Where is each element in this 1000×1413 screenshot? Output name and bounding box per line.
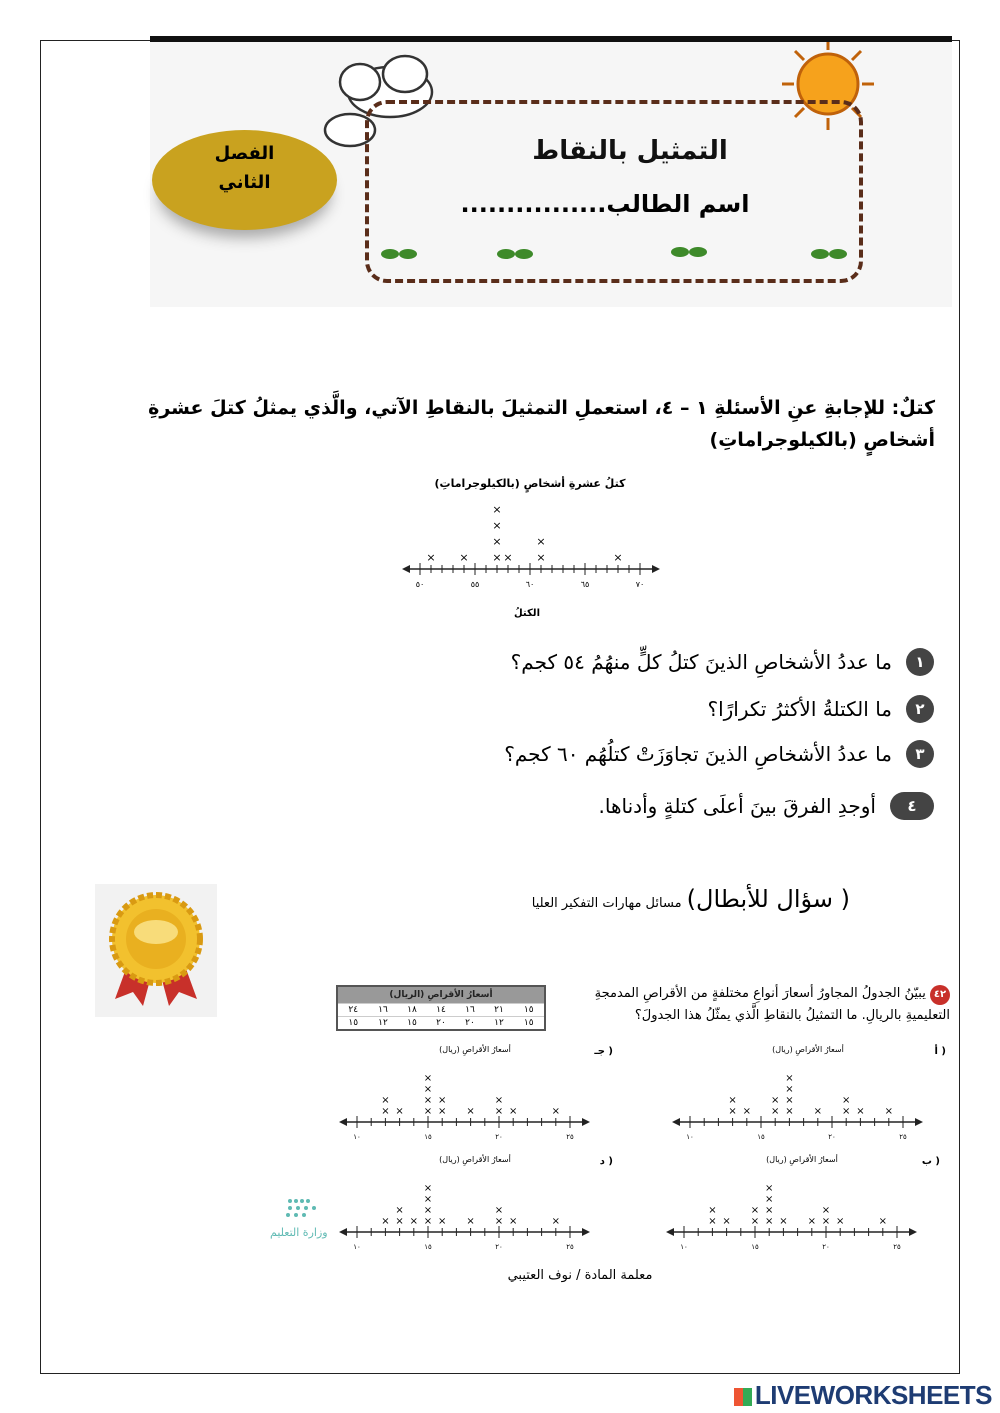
- data-point-x: ×: [423, 1205, 433, 1216]
- table-cell: ١٥: [513, 1004, 545, 1017]
- question-item: [511, 648, 934, 676]
- data-point-x: ×: [750, 1216, 760, 1227]
- tick-label: ٥٠: [415, 580, 425, 589]
- data-point-x: ×: [771, 1106, 780, 1117]
- tick-label: ٧٠: [635, 580, 645, 589]
- data-point-x: ×: [813, 1106, 822, 1117]
- table-row: [337, 1004, 545, 1017]
- arrow-right-icon: [909, 1228, 917, 1236]
- data-point-x: ×: [785, 1106, 794, 1117]
- data-point-x: ×: [750, 1205, 760, 1216]
- mass-line-plot: [390, 470, 670, 620]
- data-point-x: ×: [728, 1106, 737, 1117]
- data-point-x: ×: [423, 1106, 433, 1117]
- option-line-plot-d[interactable]: [335, 1150, 620, 1258]
- question-text: ما الكتلةُ الأكثرُ تكرارًا؟: [707, 697, 892, 721]
- hots-small-label: مسائل مهارات التفكير العليا: [531, 896, 682, 911]
- brand-icon: [734, 1388, 752, 1406]
- tick-label: ٢٠: [822, 1243, 830, 1251]
- data-point-x: ×: [423, 1095, 433, 1106]
- data-point-x: ×: [503, 551, 513, 564]
- data-point-x: ×: [785, 1084, 794, 1095]
- data-point-x: ×: [395, 1205, 404, 1216]
- table-cell: ١٨: [397, 1004, 426, 1017]
- data-point-x: ×: [884, 1106, 893, 1117]
- data-point-x: ×: [466, 1216, 475, 1227]
- table-cell: ١٥: [397, 1017, 426, 1031]
- data-point-x: ×: [613, 551, 623, 564]
- tick-label: ١٥: [424, 1243, 432, 1251]
- data-point-x: ×: [708, 1216, 717, 1227]
- data-point-x: ×: [551, 1106, 560, 1117]
- data-point-x: ×: [765, 1194, 774, 1205]
- question-item: [599, 792, 934, 820]
- arrow-right-icon: [915, 1118, 923, 1126]
- arrow-left-icon: [339, 1118, 347, 1126]
- arrow-right-icon: [582, 1228, 590, 1236]
- question-number-badge: ٣: [906, 740, 934, 768]
- data-point-x: ×: [494, 1205, 504, 1216]
- data-point-x: ×: [807, 1216, 816, 1227]
- tick-label: ١٥: [751, 1243, 759, 1251]
- option-label: د ): [599, 1156, 613, 1167]
- award-ribbon-icon: [95, 884, 217, 1017]
- data-point-x: ×: [785, 1073, 794, 1084]
- data-point-x: ×: [771, 1095, 780, 1106]
- data-point-x: ×: [494, 1106, 504, 1117]
- tick-label: ١٠: [353, 1133, 361, 1141]
- data-point-x: ×: [494, 1095, 504, 1106]
- data-point-x: ×: [842, 1106, 851, 1117]
- question-number-badge: ٤: [890, 792, 934, 820]
- data-point-x: ×: [551, 1216, 560, 1227]
- table-cell: ٢٤: [337, 1004, 368, 1017]
- arrow-left-icon: [339, 1228, 347, 1236]
- tick-label: ٦٠: [525, 580, 535, 589]
- option-plot-title: أسعارُ الأقراصِ (ريال): [439, 1155, 511, 1164]
- data-point-x: ×: [438, 1216, 447, 1227]
- option-label: جـ ): [594, 1046, 613, 1057]
- data-point-x: ×: [492, 535, 502, 548]
- question-number-badge: ٢: [906, 695, 934, 723]
- intro-text: كتلٌ: للإجابةِ عنِ الأسئلةِ ١ – ٤، استعملِ التمثيلَ بالنقاطِ الآتي، والَّذي يمثلُ كتلَ عشرةِ أشخاصٍ (بالكيلوجراماتِ): [148, 397, 935, 451]
- tick-label: ٥٥: [470, 580, 480, 589]
- data-point-x: ×: [785, 1095, 794, 1106]
- student-name-field[interactable]: اسم الطالب................: [460, 190, 750, 218]
- data-point-x: ×: [722, 1216, 731, 1227]
- data-point-x: ×: [409, 1216, 418, 1227]
- data-point-x: ×: [509, 1106, 518, 1117]
- table-cell: ١٦: [368, 1004, 397, 1017]
- question-42: [555, 983, 950, 1027]
- data-point-x: ×: [423, 1073, 433, 1084]
- data-point-x: ×: [728, 1095, 737, 1106]
- tick-label: ٢٥: [566, 1243, 574, 1251]
- data-point-x: ×: [708, 1205, 717, 1216]
- table-cell: ١٥: [513, 1017, 545, 1031]
- table-cell: ١٥: [337, 1017, 368, 1031]
- question-text: ما عددُ الأشخاصِ الذينَ كتلُ كلٍّ منهُمُ ٥٤ كجم؟: [510, 650, 892, 674]
- arrow-right-icon: [652, 565, 660, 573]
- data-point-x: ×: [438, 1106, 447, 1117]
- data-point-x: ×: [821, 1216, 831, 1227]
- data-point-x: ×: [492, 519, 502, 532]
- ministry-logo: [268, 1196, 338, 1246]
- question-text: ما عددُ الأشخاصِ الذينَ تجاوَزَتْ كتلُهُم ٦٠ كجم؟: [504, 742, 892, 766]
- plot-xlabel: الكتلُ: [513, 608, 541, 619]
- hots-heading: [470, 885, 850, 913]
- table-header: أسعارُ الأقراصِ (الريال): [337, 986, 545, 1004]
- tick-label: ٢٥: [566, 1133, 574, 1141]
- tick-label: ٢٥: [899, 1133, 907, 1141]
- hots-big-label: ( سؤال للأبطال): [686, 885, 850, 913]
- table-cell: ١٢: [368, 1017, 397, 1031]
- question-text: يبيّنُ الجدولُ المجاورُ أسعارَ أنواعِ مختلفةٍ من الأقراصِ المدمجةِ التعليميةِ بالريالِ. ما التمثيلُ بالنقاطِ الَّذي يمثّلُ هذا الجدولَ؟: [594, 986, 950, 1023]
- semester-badge: [152, 130, 337, 230]
- data-point-x: ×: [536, 535, 546, 548]
- table-cell: ١٢: [484, 1017, 513, 1031]
- data-point-x: ×: [742, 1106, 751, 1117]
- table-row: [337, 1017, 545, 1031]
- table-cell: ١٤: [426, 1004, 455, 1017]
- medal-image: [95, 884, 217, 1017]
- option-label: ب ): [921, 1156, 940, 1167]
- question-item: [707, 695, 934, 723]
- tick-label: ٢٠: [495, 1133, 503, 1141]
- option-line-plot-c[interactable]: [335, 1040, 620, 1148]
- data-point-x: ×: [842, 1095, 851, 1106]
- data-point-x: ×: [423, 1183, 433, 1194]
- data-point-x: ×: [492, 551, 502, 564]
- data-point-x: ×: [765, 1183, 774, 1194]
- badge-line-2: الثاني: [218, 171, 271, 193]
- worksheet-header: [150, 42, 952, 307]
- data-point-x: ×: [509, 1216, 518, 1227]
- question-number: ٤٢: [930, 985, 950, 1005]
- tick-label: ١٠: [353, 1243, 361, 1251]
- brand-text: LIVEWORKSHEETS: [754, 1380, 992, 1410]
- data-point-x: ×: [821, 1205, 831, 1216]
- option-label: أ ): [934, 1046, 946, 1057]
- plot-title: كتلُ عشرةِ أشخاصٍ (بالكيلوجراماتِ): [434, 477, 626, 490]
- data-point-x: ×: [381, 1106, 390, 1117]
- arrow-left-icon: [402, 565, 410, 573]
- question-number-badge: ١: [906, 648, 934, 676]
- data-point-x: ×: [536, 551, 546, 564]
- arrow-left-icon: [666, 1228, 674, 1236]
- liveworksheets-logo[interactable]: [734, 1380, 992, 1411]
- tick-label: ٢٠: [495, 1243, 503, 1251]
- table-cell: ١٦: [455, 1004, 484, 1017]
- tick-label: ١٠: [686, 1133, 694, 1141]
- arrow-left-icon: [672, 1118, 680, 1126]
- data-point-x: ×: [395, 1106, 404, 1117]
- teacher-signature: معلمة المادة / نوف العتيبي: [507, 1268, 653, 1283]
- tick-label: ٦٥: [580, 580, 590, 589]
- tick-label: ٢٥: [893, 1243, 901, 1251]
- arrow-right-icon: [582, 1118, 590, 1126]
- data-point-x: ×: [878, 1216, 887, 1227]
- worksheet-title: التمثيل بالنقاط: [532, 136, 728, 166]
- badge-line-1: الفصل: [214, 143, 275, 164]
- option-line-plot-b[interactable]: [662, 1150, 947, 1258]
- data-point-x: ×: [438, 1095, 447, 1106]
- data-point-x: ×: [765, 1216, 774, 1227]
- data-point-x: ×: [395, 1216, 404, 1227]
- tick-label: ٢٠: [828, 1133, 836, 1141]
- data-point-x: ×: [423, 1194, 433, 1205]
- tick-label: ١٥: [424, 1133, 432, 1141]
- tick-label: ١٥: [757, 1133, 765, 1141]
- tick-label: ١٠: [680, 1243, 688, 1251]
- option-plot-title: أسعارُ الأقراصِ (ريال): [766, 1155, 838, 1164]
- ministry-logo-text: وزارة التعليم: [270, 1226, 328, 1239]
- data-point-x: ×: [779, 1216, 788, 1227]
- option-plot-title: أسعارُ الأقراصِ (ريال): [439, 1045, 511, 1054]
- table-cell: ٢١: [484, 1004, 513, 1017]
- data-point-x: ×: [856, 1106, 865, 1117]
- price-table: [336, 985, 546, 1031]
- data-point-x: ×: [423, 1084, 433, 1095]
- data-point-x: ×: [765, 1205, 774, 1216]
- data-point-x: ×: [466, 1106, 475, 1117]
- table-cell: ٢٠: [426, 1017, 455, 1031]
- data-point-x: ×: [381, 1216, 390, 1227]
- option-line-plot-a[interactable]: [668, 1040, 953, 1148]
- table-cell: ٢٠: [455, 1017, 484, 1031]
- data-point-x: ×: [426, 551, 436, 564]
- question-item: [504, 740, 934, 768]
- data-point-x: ×: [492, 503, 502, 516]
- data-point-x: ×: [836, 1216, 845, 1227]
- data-point-x: ×: [459, 551, 469, 564]
- data-point-x: ×: [381, 1095, 390, 1106]
- option-plot-title: أسعارُ الأقراصِ (ريال): [772, 1045, 844, 1054]
- data-point-x: ×: [423, 1216, 433, 1227]
- data-point-x: ×: [494, 1216, 504, 1227]
- question-text: أوجدِ الفرقَ بينَ أعلَى كتلةٍ وأدناها.: [598, 794, 876, 818]
